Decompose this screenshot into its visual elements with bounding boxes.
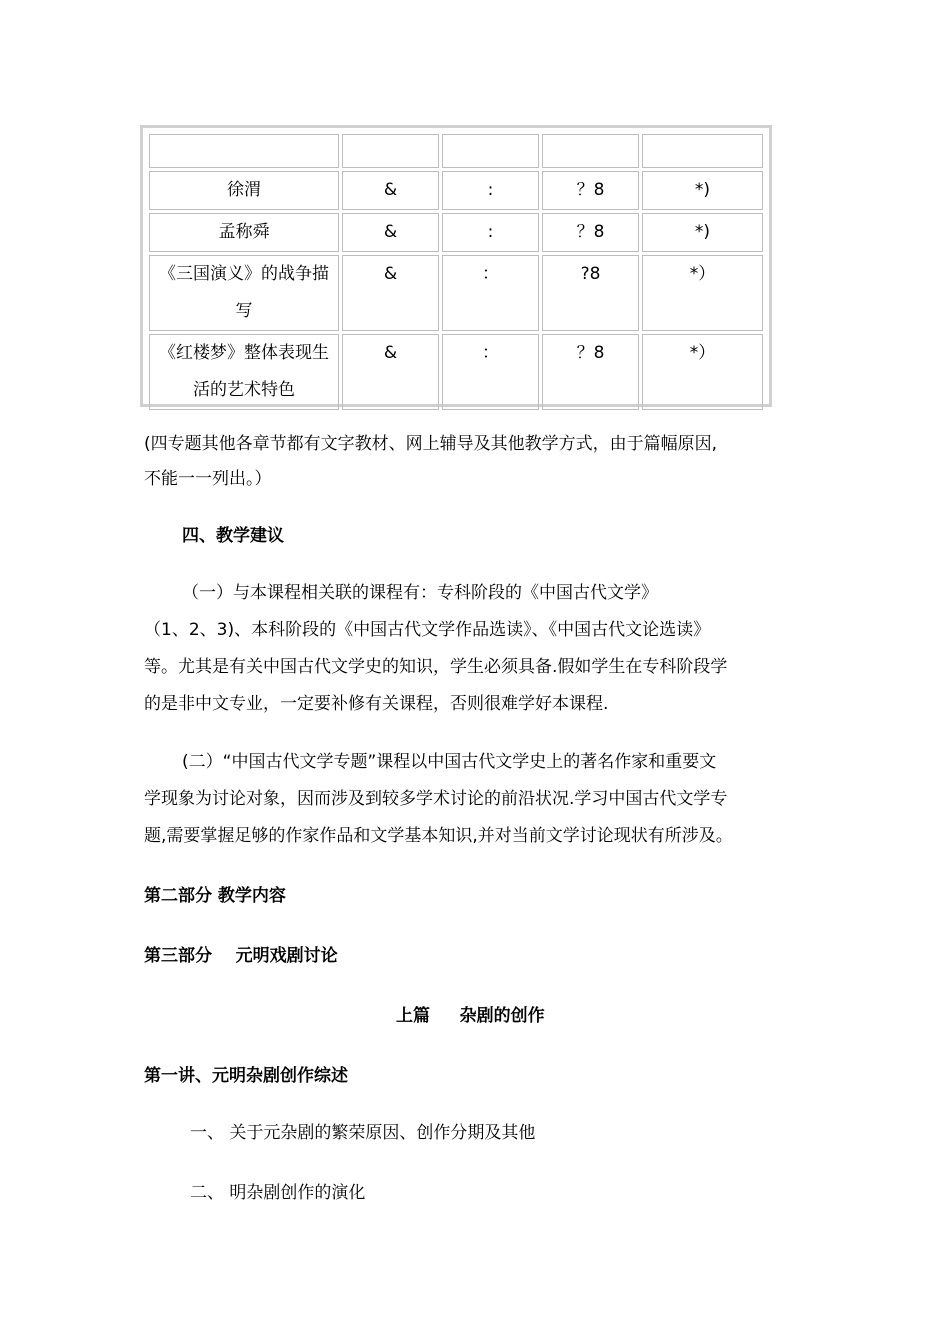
table-cell xyxy=(542,134,639,168)
lecture-item-1: 一、 关于元杂剧的繁荣原因、创作分期及其他 xyxy=(190,1123,536,1143)
table-cell: & xyxy=(342,171,439,210)
paragraph-1-line-2: （1、2、3)、本科阶段的《中国古代文学作品选读》、《中国古代文论选读》 xyxy=(144,620,711,640)
paragraph-2-line-2: 学现象为讨论对象，因而涉及到较多学术讨论的前沿状况.学习中国古代文学专 xyxy=(144,789,728,809)
part-two-heading: 第二部分 教学内容 xyxy=(144,886,286,906)
upper-section-heading: 上篇 杂剧的创作 xyxy=(396,1006,545,1026)
table-cell: ？8 xyxy=(542,171,639,210)
table-cell: *） xyxy=(642,255,763,331)
table-cell: ？8 xyxy=(542,334,639,410)
paragraph-2-line-1: (二）“中国古代文学专题”课程以中国古代文学史上的著名作家和重要文 xyxy=(182,752,717,772)
table-cell: *） xyxy=(642,334,763,410)
table-cell: 《三国演义》的战争描写 xyxy=(149,255,339,331)
course-table xyxy=(140,125,772,407)
table-row xyxy=(149,134,763,168)
table-cell: *) xyxy=(642,213,763,252)
table-cell: : xyxy=(442,171,539,210)
table-cell: & xyxy=(342,334,439,410)
table-row xyxy=(149,334,763,410)
paragraph-1-line-3: 等。尤其是有关中国古代文学史的知识，学生必须具备.假如学生在专科阶段学 xyxy=(144,657,728,677)
part-three-heading: 第三部分 元明戏剧讨论 xyxy=(144,946,338,966)
lecture-one-title: 第一讲、元明杂剧创作综述 xyxy=(144,1066,348,1086)
table-cell: & xyxy=(342,213,439,252)
table-row xyxy=(149,213,763,252)
lecture-item-2: 二、 明杂剧创作的演化 xyxy=(190,1183,366,1203)
table-cell: *) xyxy=(642,171,763,210)
table-cell: 徐渭 xyxy=(149,171,339,210)
table-cell: ？8 xyxy=(542,213,639,252)
note-line-2: 不能一一列出。） xyxy=(144,469,272,489)
table-row xyxy=(149,171,763,210)
course-table-grid xyxy=(146,131,766,413)
section-heading: 四、教学建议 xyxy=(182,526,284,546)
table-cell: ： xyxy=(442,255,539,331)
table-cell: & xyxy=(342,255,439,331)
table-cell: ： xyxy=(442,334,539,410)
table-cell xyxy=(442,134,539,168)
table-cell xyxy=(149,134,339,168)
table-cell: 《红楼梦》整体表现生活的艺术特色 xyxy=(149,334,339,410)
table-cell xyxy=(342,134,439,168)
table-cell: 孟称舜 xyxy=(149,213,339,252)
note-line-1: (四专题其他各章节都有文字教材、网上辅导及其他教学方式，由于篇幅原因, xyxy=(144,434,718,454)
table-cell: ?8 xyxy=(542,255,639,331)
table-row xyxy=(149,255,763,331)
table-cell xyxy=(642,134,763,168)
paragraph-1-line-1: （一）与本课程相关联的课程有：专科阶段的《中国古代文学》 xyxy=(182,583,658,603)
paragraph-1-line-4: 的是非中文专业，一定要补修有关课程，否则很难学好本课程. xyxy=(144,694,609,714)
table-cell: : xyxy=(442,213,539,252)
paragraph-2-line-3: 题,需要掌握足够的作家作品和文学基本知识,并对当前文学讨论现状有所涉及。 xyxy=(144,826,733,846)
